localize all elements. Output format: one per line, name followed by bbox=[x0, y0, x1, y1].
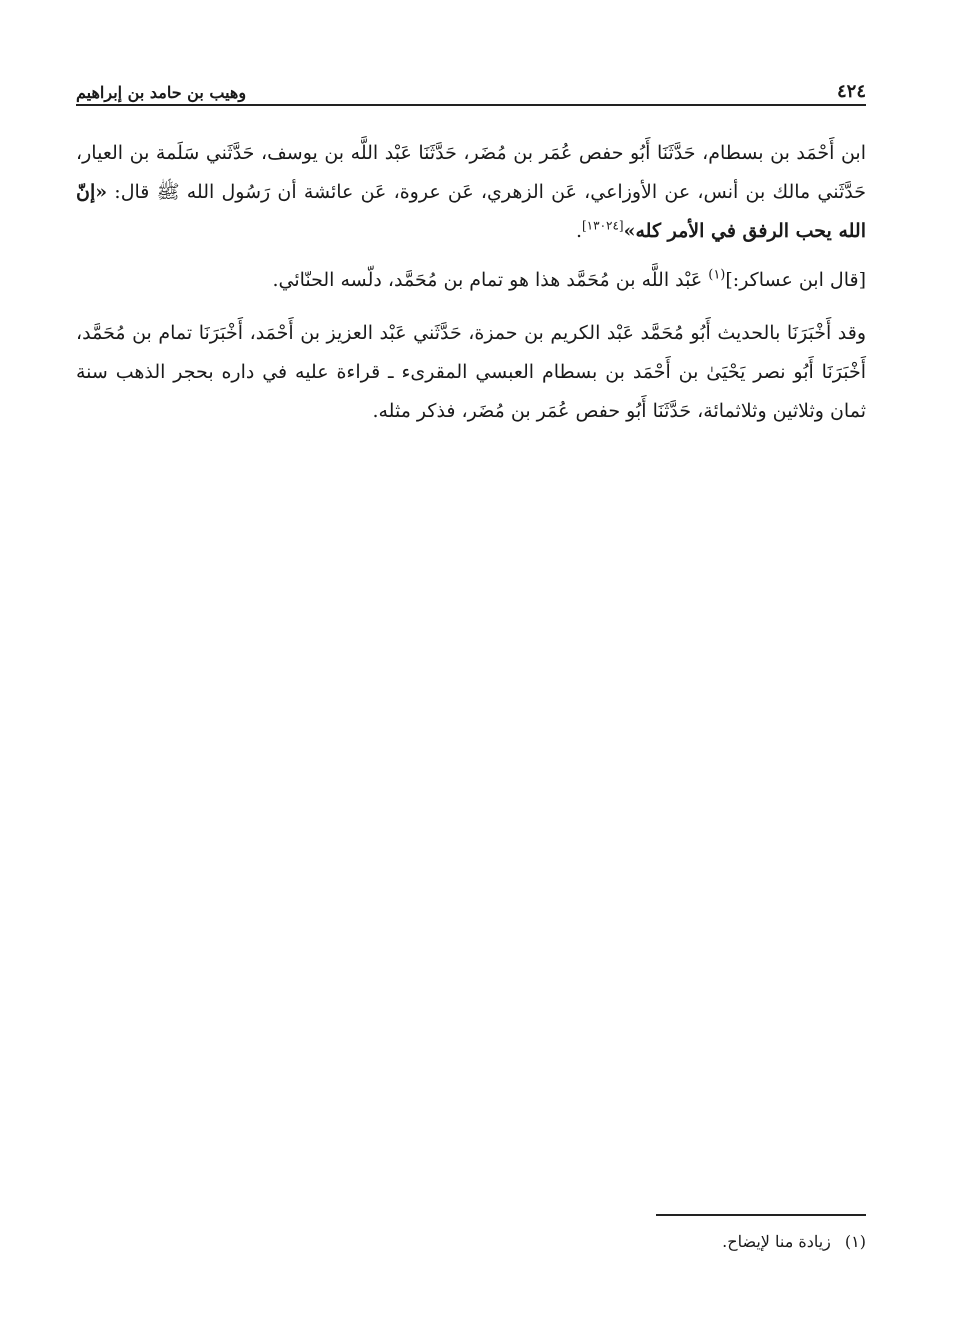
header-rule bbox=[76, 104, 866, 106]
footnote-rule bbox=[656, 1214, 866, 1216]
footnote-marker: (١) bbox=[708, 267, 726, 283]
paragraph-isnad-end: . bbox=[575, 220, 582, 242]
paragraph-alternate-chain bbox=[76, 314, 866, 431]
hadith-reference: [١٣٠٢٤] bbox=[581, 218, 624, 233]
paragraph-ibn-asakir bbox=[76, 261, 866, 300]
footnote-text: زيادة منا لإيضاح. bbox=[722, 1232, 831, 1251]
footnote-number: (١) bbox=[844, 1232, 866, 1251]
main-text bbox=[76, 134, 866, 445]
page-header bbox=[76, 72, 866, 102]
paragraph-isnad bbox=[76, 134, 866, 251]
paragraph-alternate-chain-text: وقد أَخْبَرَنَا بالحديث أَبُو مُحَمَّد عَبْد الكريم بن حمزة، حَدَّثَني عَبْد العزيز بن أَحْمَد، أَخْبَرَنَا تمام بن مُحَمَّد، أَخْبَرَنَا أَبُو نصر يَحْيَىٰ بن أَحْمَد بن بسطام العبسي المقرىء ـ قراءة عليه في داره بحجر الذهب سنة ثمان وثلاثين وثلاثمائة، حَدَّثَنَا أَبُو حفص عُمَر بن مُضَر، فذكر مثله. bbox=[76, 322, 866, 422]
paragraph-isnad-text: ابن أَحْمَد بن بسطام، حَدَّثَنَا أَبُو حفص عُمَر بن مُضَر، حَدَّثَنَا عَبْد اللَّه بن يوسف، حَدَّثَني سَلَمة بن العيار، حَدَّثَني مالك بن أنس، عن الأوزاعي، عَن الزهري، عَن عروة، عَن عائشة أن رَسُول الله ﷺ قال: bbox=[76, 142, 866, 203]
footnote bbox=[76, 1228, 866, 1256]
hadith-text: «إنّ الله يحب الرفق في الأمر كله» bbox=[76, 181, 866, 242]
paragraph-ibn-asakir-rest: عَبْد اللَّه بن مُحَمَّد هذا هو تمام بن مُحَمَّد، دلّسه الحنّائي. bbox=[272, 269, 709, 291]
running-title: وهيب بن حامد بن إبراهيم bbox=[76, 83, 247, 102]
document-page bbox=[76, 60, 866, 1300]
page-number: ٤٢٤ bbox=[836, 81, 866, 102]
paragraph-ibn-asakir-text: [قال ابن عساكر:] bbox=[725, 269, 866, 291]
